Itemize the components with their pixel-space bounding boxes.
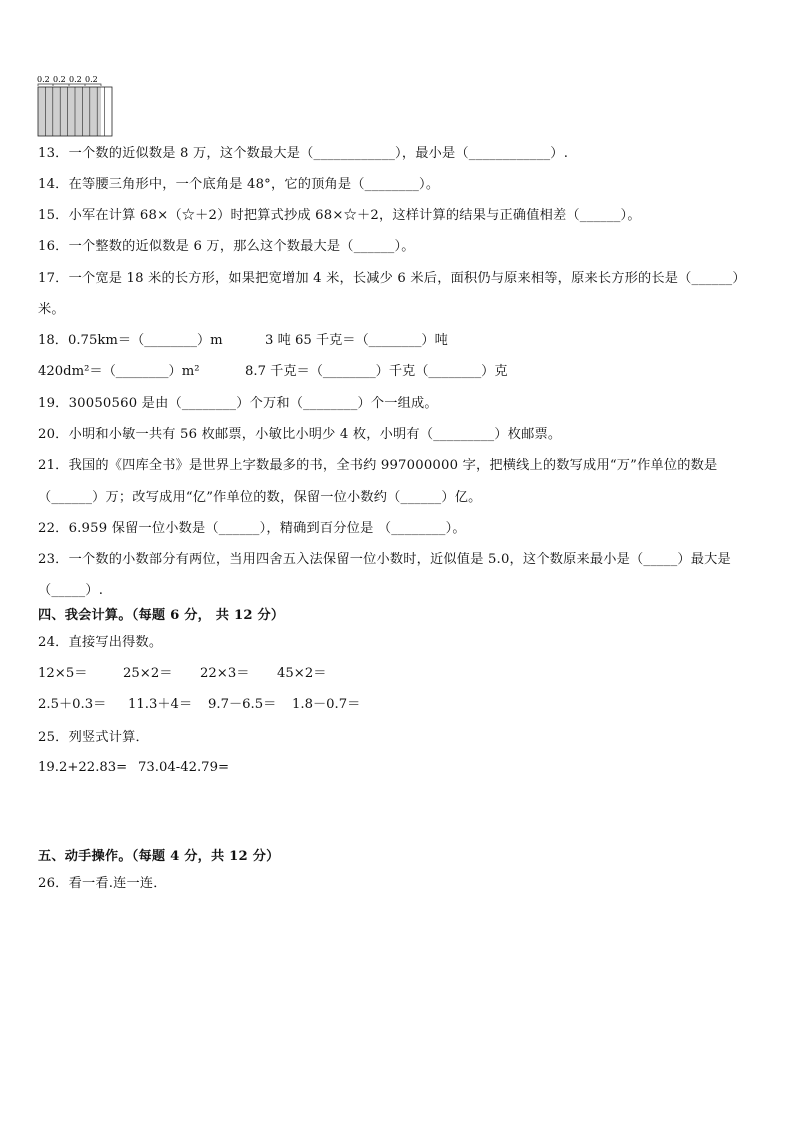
question-21-cont: （______）万；改写成用“亿”作单位的数，保留一位小数约（______）亿。	[38, 490, 482, 505]
calc-item: 1.8－0.7＝	[292, 697, 361, 712]
question-17-cont: 米。	[38, 302, 65, 317]
question-20: 20．小明和小敏一共有 56 枚邮票，小敏比小明少 4 枚，小明有（_________）枚邮票。	[38, 427, 562, 442]
question-23-cont: （_____）.	[38, 583, 104, 598]
question-24: 24．直接写出得数。	[38, 635, 163, 650]
calc-item: 2.5＋0.3＝	[38, 697, 107, 712]
question-25: 25．列竖式计算．	[38, 730, 149, 745]
figure-label: 0.2	[69, 75, 82, 84]
question-18-part-3: 420dm²＝（________）m²	[38, 364, 200, 379]
section-5-title: 五、动手操作。（每题 4 分，共 12 分）	[38, 849, 280, 864]
calc-item: 12×5＝	[38, 666, 88, 681]
question-15: 15．小军在计算 68×（☆＋2）时把算式抄成 68×☆＋2，这样计算的结果与正确值相差（______）。	[38, 208, 641, 223]
figure-label: 0.2	[85, 75, 98, 84]
question-18-part-2: 3 吨 65 千克＝（________）吨	[265, 333, 448, 348]
calc-item: 73.04-42.79=	[138, 760, 230, 775]
question-18-part-4: 8.7 千克＝（________）千克（________）克	[245, 364, 508, 379]
calc-item: 25×2＝	[123, 666, 173, 681]
calc-item: 11.3＋4＝	[128, 697, 193, 712]
calc-item: 45×2＝	[277, 666, 327, 681]
question-21: 21．我国的《四库全书》是世界上字数最多的书，全书约 997000000 字，把横线上的数写成用“万”作单位的数是	[38, 458, 718, 473]
shaded-region	[38, 87, 101, 136]
section-4-title: 四、我会计算。（每题 6 分， 共 12 分）	[38, 608, 285, 623]
question-26: 26．看一看.连一连．	[38, 876, 167, 891]
question-13: 13．一个数的近似数是 8 万，这个数最大是（____________），最小是（____________）.	[38, 146, 569, 161]
decimal-strip-figure	[37, 74, 115, 138]
question-23: 23．一个数的小数部分有两位，当用四舍五入法保留一位小数时，近似值是 5.0，这个数原来最小是（_____）最大是	[38, 552, 731, 567]
question-16: 16．一个整数的近似数是 6 万，那么这个数最大是（______）。	[38, 239, 415, 254]
question-19: 19．30050560 是由（________）个万和（________）个一组成。	[38, 396, 438, 411]
calc-item: 19.2+22.83=	[38, 760, 128, 775]
figure-label: 0.2	[53, 75, 66, 84]
question-17: 17．一个宽是 18 米的长方形，如果把宽增加 4 米，长减少 6 米后，面积仍与原来相等，原来长方形的长是（______）	[38, 271, 746, 286]
calc-item: 9.7－6.5＝	[208, 697, 277, 712]
question-18-part-1: 18．0.75km＝（________）m	[38, 333, 223, 348]
question-22: 22．6.959 保留一位小数是（______），精确到百分位是 （________）。	[38, 521, 466, 536]
calc-item: 22×3＝	[200, 666, 250, 681]
figure-label: 0.2	[37, 75, 50, 84]
question-14: 14．在等腰三角形中，一个底角是 48°，它的顶角是（________）。	[38, 177, 440, 192]
